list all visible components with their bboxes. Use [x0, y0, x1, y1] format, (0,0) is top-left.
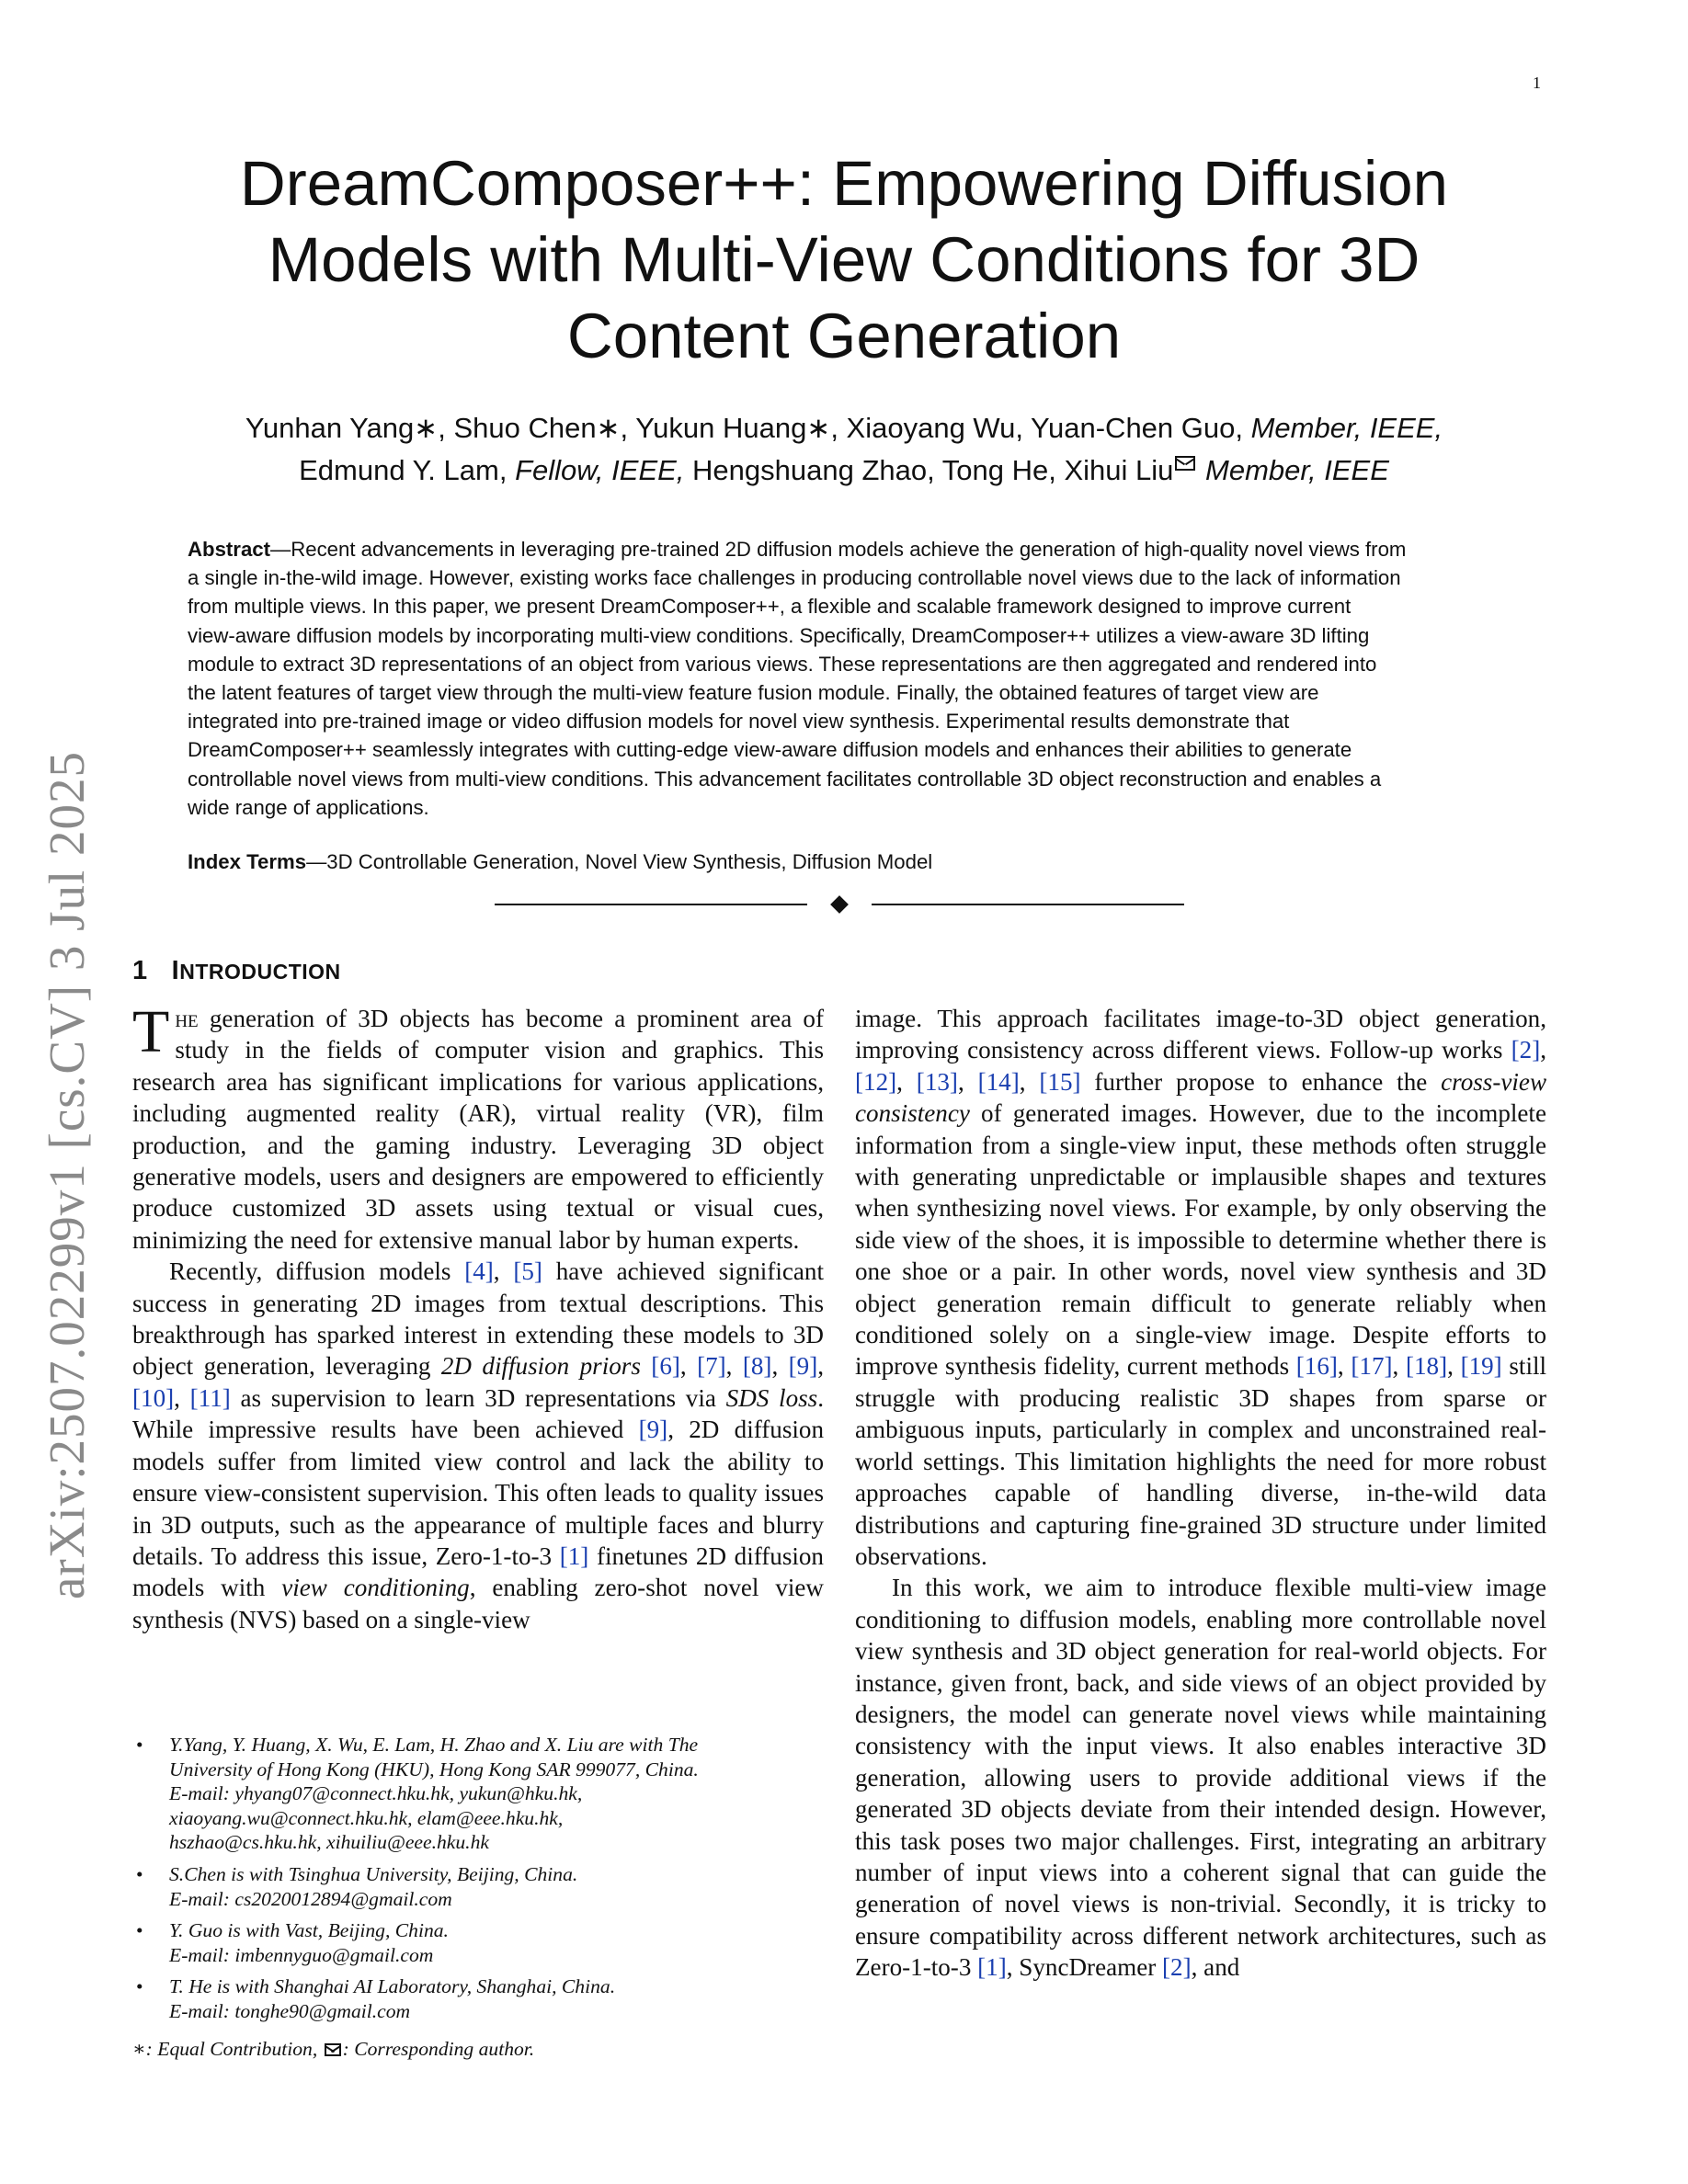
footnote-line: S.Chen is with Tsinghua University, Beijing, China. — [169, 1862, 578, 1885]
paragraph-text: finetunes 2D diffusion models with — [132, 1541, 824, 1602]
footnote-email: E-mail: tonghe90@gmail.com — [169, 1999, 411, 2022]
separator-rule-left — [495, 904, 807, 905]
envelope-icon — [1175, 456, 1195, 471]
abstract-label: Abstract — [188, 538, 271, 561]
body-column-right — [855, 1003, 1546, 1984]
citation-link[interactable]: [1] — [977, 1953, 1007, 1982]
paragraph-text: , — [174, 1383, 190, 1412]
citation-link[interactable]: [19] — [1460, 1352, 1502, 1381]
author-names: Hengshuang Zhao, Tong He, Xihui Liu — [692, 454, 1174, 486]
paragraph-text: of generated images. However, due to the incomplete information from a single-view input, these methods often struggle with generating unpredictable or implausible shapes and textures when synthesizing novel views. For example, by only observing the side view of the shoes, it is impossible to determine whether there is one shoe or a pair. In other words, novel view synthesis and 3D object generation remain difficult to generate reliably when conditioned solely on a single-view image. Despite efforts to improve synthesis fidelity, current methods — [855, 1099, 1546, 1381]
footnote-email: E-mail: cs2020012894@gmail.com — [169, 1887, 452, 1910]
paragraph-text: , — [896, 1067, 917, 1096]
footnote-email: hszhao@cs.hku.hk, xihuiliu@eee.hku.hk — [169, 1831, 489, 1854]
paragraph — [855, 1003, 1546, 1572]
drop-cap: T — [132, 998, 170, 1065]
paragraph-text: , — [679, 1352, 698, 1381]
abstract-line: module to extract 3D representations of an object from various views. These representations are then aggregated and rendered into — [188, 652, 1377, 676]
paper-title — [175, 145, 1513, 374]
paragraph-text: as supervision to learn 3D representations via — [230, 1383, 726, 1412]
citation-link[interactable]: [14] — [977, 1067, 1020, 1096]
paragraph-text: , — [957, 1067, 978, 1096]
section-number: 1 — [132, 956, 148, 985]
paragraph-text: Recently, diffusion models — [169, 1257, 465, 1286]
paragraph-text: have achieved significant success in generating 2D images from textual descriptions. This breakthrough has sparked interest in extending these models to 3D object generation, leveraging — [132, 1257, 825, 1381]
footnote-email: E-mail: yhyang07@connect.hku.hk, yukun@hku.hk, — [169, 1782, 583, 1805]
section-heading — [132, 956, 341, 986]
abstract-line: integrated into pre-trained image or video diffusion models for novel view synthesis. Experimental results demonstrate that — [188, 710, 1290, 734]
bullet-icon: • — [136, 1919, 143, 1942]
index-terms-text: —3D Controllable Generation, Novel View Synthesis, Diffusion Model — [306, 850, 933, 873]
emphasis-text: SDS loss — [725, 1383, 818, 1412]
paragraph-text: , and — [1191, 1953, 1240, 1982]
footnote-email: xiaoyang.wu@connect.hku.hk, elam@eee.hku.hk, — [169, 1806, 564, 1829]
diamond-ornament-icon — [830, 895, 849, 914]
paragraph-text: further propose to enhance the — [1080, 1067, 1442, 1096]
footnote-item — [132, 1918, 824, 1967]
section-separator — [495, 892, 1184, 919]
paragraph-text: , — [725, 1352, 743, 1381]
equal-contribution-note — [132, 2037, 824, 2062]
paragraph — [132, 1256, 824, 1635]
citation-link[interactable]: [9] — [788, 1352, 818, 1381]
emphasis-text: 2D diffusion priors — [440, 1352, 641, 1381]
abstract-line: wide range of applications. — [188, 795, 429, 819]
citation-link[interactable]: [9] — [638, 1416, 668, 1444]
author-affiliation: Member, IEEE — [1205, 454, 1389, 486]
abstract-line: from multiple views. In this paper, we present DreamComposer++, a flexible and scalable framework designed to improve current — [188, 595, 1352, 619]
separator-rule-right — [872, 904, 1184, 905]
paragraph-text: . While impressive results have been achieved — [132, 1383, 824, 1444]
abstract-line: view-aware diffusion models by incorporating multi-view conditions. Specifically, DreamComposer++ utilizes a view-aware 3D lifting — [188, 623, 1370, 647]
paragraph-text: still struggle with producing realistic 3D shapes from sparse or ambiguous inputs, particularly in complex and unconstrained real-world settings. This limitation highlights the need for more robust approaches capable of handling diverse, in-the-wild data distributions and capturing fine-grained 3D structure under limited observations. — [855, 1352, 1547, 1570]
footnote-line: Y.Yang, Y. Huang, X. Wu, E. Lam, H. Zhao and X. Liu are with The — [169, 1734, 699, 1756]
section-title-rest: NTRODUCTION — [179, 960, 341, 984]
citation-link[interactable]: [18] — [1405, 1352, 1448, 1381]
small-caps-text: he — [175, 1005, 199, 1032]
paragraph-text — [641, 1352, 651, 1380]
citation-link[interactable]: [2] — [1511, 1036, 1541, 1064]
paragraph-text: , — [771, 1352, 789, 1381]
paragraph-text: , — [493, 1257, 514, 1286]
paragraph — [855, 1572, 1546, 1983]
bullet-icon: • — [136, 1975, 143, 1998]
citation-link[interactable]: [13] — [916, 1067, 958, 1096]
affiliation-footnotes — [132, 1733, 824, 2061]
abstract-line: a single in-the-wild image. However, existing works face challenges in producing controllable novel views due to the lack of information — [188, 566, 1401, 590]
footnote-line: T. He is with Shanghai AI Laboratory, Shanghai, China. — [169, 1975, 616, 1998]
citation-link[interactable]: [5] — [513, 1257, 542, 1286]
emphasis-text: cross-view consistency — [855, 1067, 1547, 1128]
author-line-2 — [175, 449, 1513, 492]
paragraph-text: , — [1447, 1352, 1461, 1381]
citation-link[interactable]: [10] — [132, 1383, 175, 1412]
paragraph-text: generation of 3D objects has become a prominent area of study in the fields of computer vision and graphics. This research area has significant implications for various applications, including augmented reality (AR), virtual reality (VR), film production, and the gaming industry. Leveraging 3D object generative models, users and designers are empowered to efficiently produce customized 3D assets using textual or visual cues, minimizing the need for extensive manual labor by human experts. — [132, 1005, 824, 1254]
abstract-line: the latent features of target view through the multi-view feature fusion module. Finally, the obtained features of target view are — [188, 681, 1319, 705]
abstract-line: —Recent advancements in leveraging pre-trained 2D diffusion models achieve the generation of high-quality novel views from — [270, 538, 1407, 561]
title-line-2: Models with Multi-View Conditions for 3D — [268, 224, 1420, 295]
abstract — [188, 535, 1502, 822]
author-names: Edmund Y. Lam, — [299, 454, 508, 486]
author-line-1 — [175, 407, 1513, 449]
paragraph-text: , — [817, 1352, 825, 1381]
paragraph-text: , — [1392, 1352, 1406, 1381]
paragraph-text: , — [1540, 1036, 1546, 1064]
section-title-initial: I — [171, 956, 180, 985]
footnote-item — [132, 1974, 824, 2023]
author-affiliation: Fellow, IEEE, — [515, 454, 685, 486]
paragraph-text: , enabling zero-shot novel view synthesis (NVS) based on a single-view — [132, 1574, 824, 1633]
body-column-left — [132, 998, 825, 1635]
index-terms — [188, 847, 1502, 876]
paragraph-text: , SyncDreamer — [1006, 1953, 1163, 1982]
footnote-line: University of Hong Kong (HKU), Hong Kong SAR 999077, China. — [169, 1757, 699, 1780]
paragraph-text: , — [1019, 1067, 1040, 1096]
abstract-line: controllable novel views from multi-view conditions. This advancement facilitates controllable 3D object reconstruction and enables a — [188, 767, 1382, 791]
footnote-item — [132, 1733, 824, 1855]
author-affiliation: Member, IEEE, — [1250, 412, 1443, 444]
paragraph — [132, 998, 824, 1256]
footnote-item — [132, 1862, 824, 1911]
footnote-email: E-mail: imbennyguo@gmail.com — [169, 1943, 434, 1966]
citation-link[interactable]: [2] — [1162, 1953, 1192, 1982]
equal-contribution-text: ∗: Equal Contribution, — [132, 2037, 323, 2060]
paragraph-text: In this work, we aim to introduce flexible multi-view image conditioning to diffusion models, enabling more controllable novel view synthesis and 3D object generation for real-world objects. For instance, given front, back, and side views of an object provided by designers, the model can generate novel views while maintaining consistency with the input views. It also enables interactive 3D generation, allowing users to provide additional views if the generated 3D objects deviate from their intended design. However, this task poses two major challenges. First, integrating an arbitrary number of input views into a coherent signal that can guide the generation of novel views is non-trivial. Secondly, it is tricky to ensure compatibility across different network architectures, such as Zero-1-to-3 — [855, 1574, 1546, 1982]
citation-link[interactable]: [17] — [1351, 1352, 1393, 1381]
author-list — [175, 407, 1513, 492]
paragraph-text: image. This approach facilitates image-to-3D object generation, improving consistency across different views. Follow-up works — [855, 1005, 1546, 1064]
citation-link[interactable]: [12] — [855, 1067, 897, 1096]
bullet-icon: • — [136, 1862, 143, 1885]
citation-link[interactable]: [8] — [742, 1352, 772, 1381]
author-names: Yunhan Yang∗, Shuo Chen∗, Yukun Huang∗, Xiaoyang Wu, Yuan-Chen Guo, — [245, 412, 1243, 444]
index-terms-label: Index Terms — [188, 850, 307, 873]
title-line-3: Content Generation — [566, 301, 1122, 371]
paragraph-text: , 2D diffusion models suffer from limited view control and lack the ability to ensure view-consistent supervision. This often leads to quality issues in 3D outputs, such as the appearance of multiple faces and blurry details. To address this issue, Zero-1-to-3 — [132, 1416, 824, 1570]
citation-link[interactable]: [6] — [651, 1352, 680, 1381]
paragraph-text: , — [1337, 1352, 1352, 1381]
abstract-line: DreamComposer++ seamlessly integrates with cutting-edge view-aware diffusion models and enhances their abilities to generate — [188, 738, 1352, 762]
page-number: 1 — [1533, 74, 1541, 92]
citation-link[interactable]: [16] — [1295, 1352, 1338, 1381]
emphasis-text: view conditioning — [281, 1574, 470, 1602]
corresponding-author-text: : Corresponding author. — [342, 2037, 535, 2060]
citation-link[interactable]: [11] — [189, 1383, 231, 1412]
footnote-line: Y. Guo is with Vast, Beijing, China. — [169, 1919, 449, 1942]
bullet-icon: • — [136, 1734, 143, 1756]
citation-link[interactable]: [15] — [1039, 1067, 1081, 1096]
citation-link[interactable]: [1] — [559, 1541, 589, 1570]
envelope-icon — [325, 2043, 341, 2056]
arxiv-identifier-stamp: arXiv:2507.02299v1 [cs.CV] 3 Jul 2025 — [38, 750, 95, 1599]
citation-link[interactable]: [7] — [697, 1352, 726, 1381]
title-line-1: DreamComposer++: Empowering Diffusion — [239, 148, 1449, 219]
citation-link[interactable]: [4] — [464, 1257, 494, 1286]
